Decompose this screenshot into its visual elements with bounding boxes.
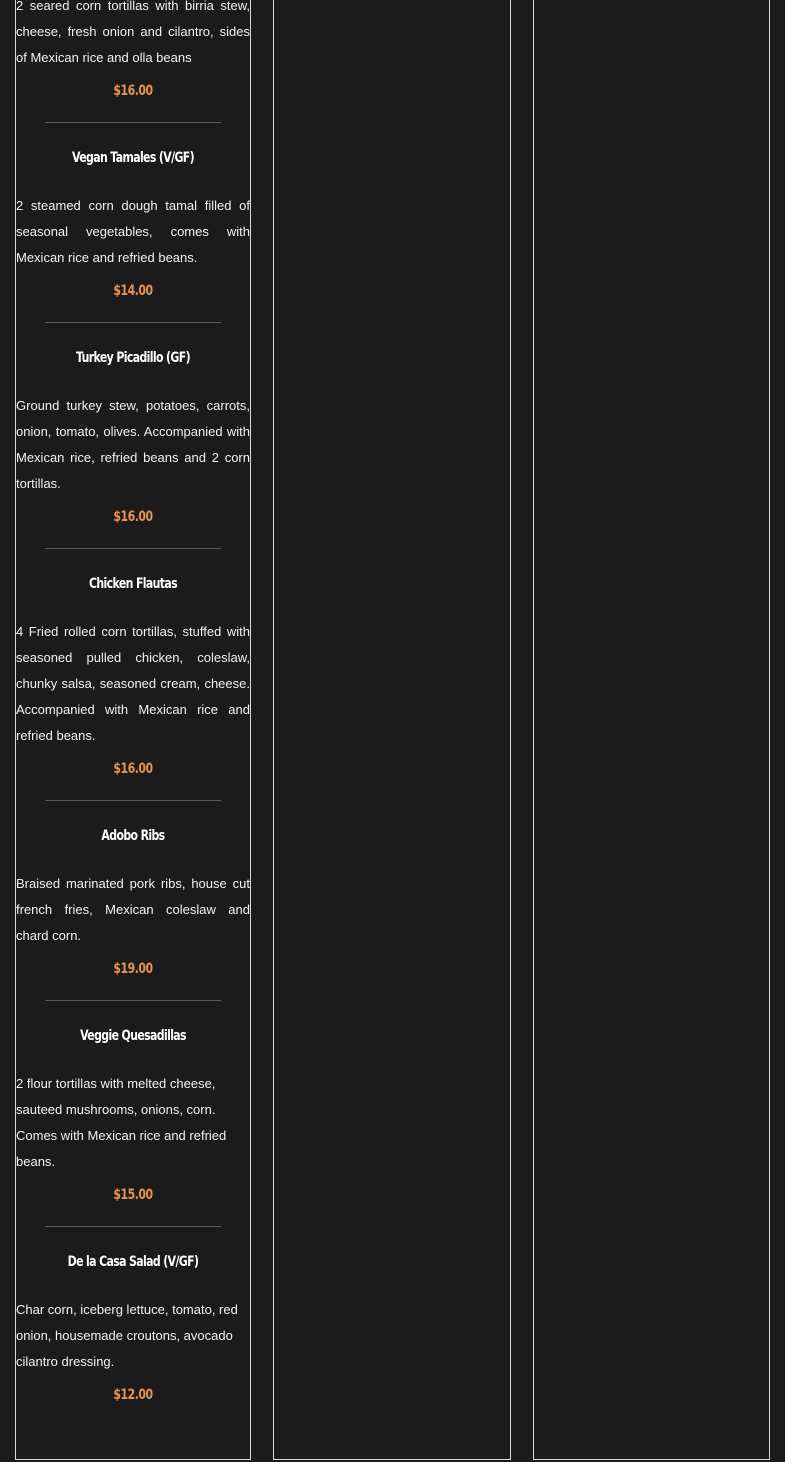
menu-item-description: Braised marinated pork ribs, house cut french fries, Mexican coleslaw and chard corn. (16, 876, 250, 943)
menu-item (16, 0, 250, 123)
menu-item-title: Chicken Flautas (88, 576, 178, 592)
menu-item-price: $14.00 (113, 283, 153, 299)
menu-divider (45, 122, 221, 123)
menu-item-description: 2 steamed corn dough tamal filled of seasonal vegetables, comes with Mexican rice and refried beans. (16, 198, 250, 265)
menu-item-description: 2 flour tortillas with melted cheese, sauteed mushrooms, onions, corn. Comes with Mexican rice and refried beans. (16, 1076, 227, 1169)
menu-divider (45, 1226, 221, 1227)
menu-divider (45, 548, 221, 549)
menu-divider (45, 1000, 221, 1001)
menu-item-title: Veggie Quesadillas (80, 1028, 186, 1044)
menu-divider (45, 322, 221, 323)
menu-item-title: De la Casa Salad (V/GF) (67, 1254, 199, 1270)
menu-item-price: $16.00 (113, 83, 153, 99)
menu-column-border (273, 0, 511, 1460)
menu-item (16, 1026, 250, 1227)
menu-item (16, 348, 250, 549)
menu-divider (45, 800, 221, 801)
menu-item-price: $15.00 (113, 1187, 153, 1203)
menu-item-title: Turkey Picadillo (GF) (76, 350, 190, 366)
menu-item-price: $12.00 (113, 1387, 153, 1403)
menu-item-description: Ground turkey stew, potatoes, carrots, onion, tomato, olives. Accompanied with Mexican rice, refried beans and 2 corn tortillas. (16, 398, 250, 491)
menu-item-description: 4 Fried rolled corn tortillas, stuffed with seasoned pulled chicken, coleslaw, chunky salsa, seasoned cream, cheese. Accompanied with Mexican rice and refried beans. (16, 624, 250, 743)
menu-column-border (533, 0, 770, 1460)
menu-item-description: Char corn, iceberg lettuce, tomato, red onion, housemade croutons, avocado cilantro dressing. (16, 1302, 238, 1369)
menu-column (16, 0, 250, 1405)
menu-item-title: Adobo Ribs (101, 828, 165, 844)
menu-item-price: $16.00 (113, 509, 153, 525)
menu-item (16, 826, 250, 1001)
menu-item-price: $19.00 (113, 961, 153, 977)
menu-item-price: $16.00 (113, 761, 153, 777)
menu-item (16, 1252, 250, 1405)
menu-item-title: Vegan Tamales (V/GF) (72, 150, 194, 166)
menu-item-description: 2 seared corn tortillas with birria stew, cheese, fresh onion and cilantro, sides of Mexican rice and olla beans (16, 0, 250, 65)
menu-item (16, 148, 250, 323)
menu-item (16, 574, 250, 801)
